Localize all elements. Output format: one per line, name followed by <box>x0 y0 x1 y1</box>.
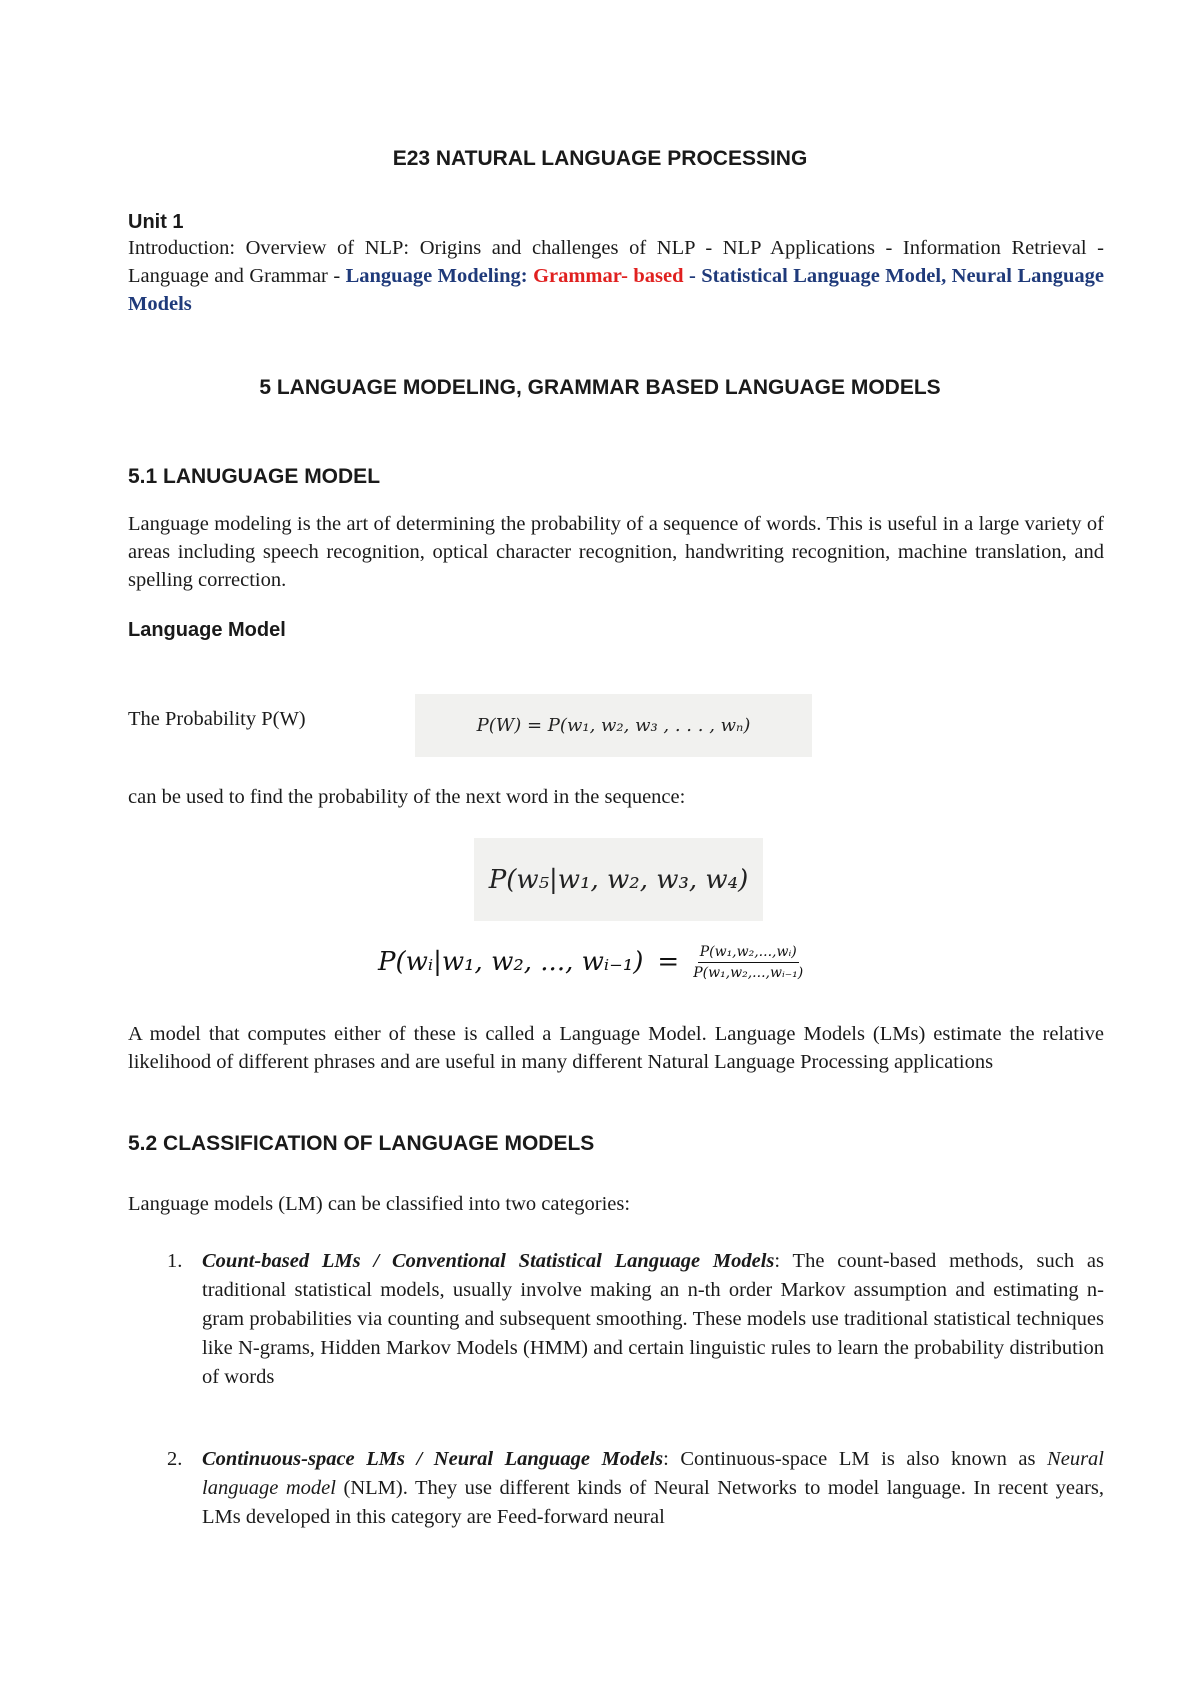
list-item-number: 1. <box>167 1250 183 1272</box>
formula-numerator: P(w₁,w₂,...,wᵢ) <box>698 944 799 963</box>
list-item-title: Count-based LMs / Conventional Statistical Language Models <box>202 1250 775 1272</box>
chapter-heading: 5 LANGUAGE MODELING, GRAMMAR BASED LANGUAGE MODELS <box>259 376 941 399</box>
list-item-text: : Continuous-space LM is also known as <box>663 1448 1048 1470</box>
formula-joint-probability-text: P(W) = P(w₁, w₂, w₃ , . . . , wₙ) <box>476 715 751 736</box>
section-5-2-intro: Language models (LM) can be classified into two categories: <box>128 1193 631 1215</box>
document-title: E23 NATURAL LANGUAGE PROCESSING <box>392 147 808 170</box>
language-model-definition-paragraph: A model that computes either of these is called a Language Model. Language Models (LMs) estimate the relative likelihood of different phrases and are useful in many different Natural Language Processing applications <box>128 1023 1104 1073</box>
section-5-1-paragraph: Language modeling is the art of determining the probability of a sequence of words. This is useful in a large variety of areas including speech recognition, optical character recognition, handwriting recognition, machine translation, and spelling correction. <box>128 513 1104 591</box>
unit-heading: Unit 1 <box>128 211 184 233</box>
list-item-count-based <box>202 1247 1104 1392</box>
section-5-1-heading: 5.1 LANUGUAGE MODEL <box>128 465 381 488</box>
unit-intro-paragraph <box>128 234 1104 318</box>
probability-label: The Probability P(W) <box>128 708 306 730</box>
formula-joint-probability <box>415 694 812 757</box>
formula-equals-sign: = <box>657 947 680 977</box>
intro-language-modeling: Language Modeling: <box>345 265 534 287</box>
list-item-text-continued: (NLM). They use different kinds of Neural Networks to model language. In recent years, LMs developed in this category are Feed-forward neural <box>202 1477 1104 1528</box>
intro-plain-text: Introduction: Overview of NLP: Origins and challenges of NLP - NLP Applications - Information Retrieval - Language and Grammar - <box>128 237 1104 287</box>
formula-conditional-lhs: P(wᵢ|w₁, w₂, ..., wᵢ₋₁) <box>378 947 644 977</box>
formula-fraction <box>693 944 803 981</box>
next-word-text: can be used to find the probability of the next word in the sequence: <box>128 786 686 808</box>
intro-statistical-models: Statistical Language Model, Neural Language Models <box>128 265 1105 315</box>
list-item-text: : The count-based methods, such as traditional statistical models, usually involve making an n-th order Markov assumption and estimating n-gram probabilities via counting and subsequent smoothing. These models use traditional statistical techniques like N-grams, Hidden Markov Models (HMM) and certain linguistic rules to learn the probability distribution of words <box>202 1250 1104 1388</box>
intro-separator: - <box>683 265 702 287</box>
intro-grammar-based: Grammar- based <box>533 265 684 287</box>
formula-next-word <box>474 838 763 921</box>
list-item-title: Continuous-space LMs / Neural Language Models <box>202 1448 664 1470</box>
list-item-italic-term: Neural language model <box>202 1448 1104 1499</box>
language-model-subheading: Language Model <box>128 619 286 641</box>
formula-next-word-text: P(w₅|w₁, w₂, w₃, w₄) <box>488 864 749 895</box>
list-item-continuous-space <box>202 1445 1104 1532</box>
section-5-2-heading: 5.2 CLASSIFICATION OF LANGUAGE MODELS <box>128 1132 595 1155</box>
formula-denominator: P(w₁,w₂,...,wᵢ₋₁) <box>693 964 804 981</box>
list-item-number: 2. <box>167 1448 183 1470</box>
formula-conditional-probability <box>378 934 848 990</box>
